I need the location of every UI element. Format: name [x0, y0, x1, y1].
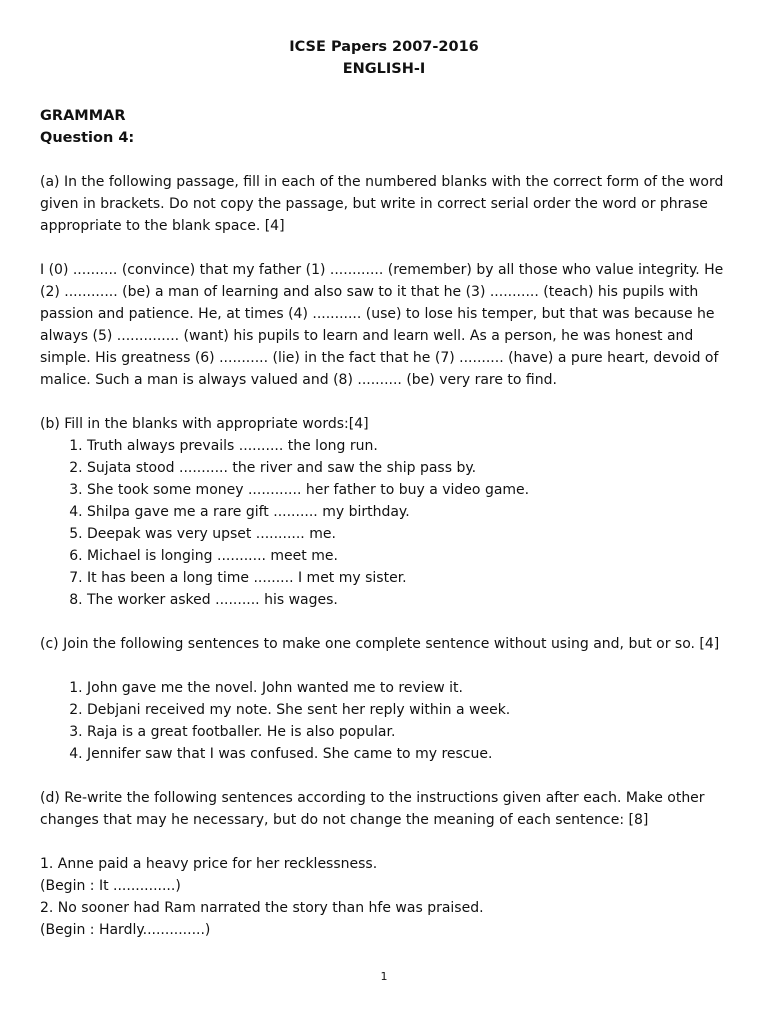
part-d-instruction: (d) Re-write the following sentences according to the instructions given after each. Make other changes that may he necessary, but do not change the meaning of each sentence: [8] — [40, 790, 705, 828]
list-item: 2. Debjani received my note. She sent her reply within a week. — [87, 699, 728, 721]
part-a-instruction: (a) In the following passage, fill in each of the numbered blanks with the correct form of the word given in brackets. Do not copy the passage, but write in correct serial order the word or phrase appropriate to the blank space. [4] — [40, 174, 724, 234]
list-item: 8. The worker asked .......... his wages. — [87, 589, 728, 611]
part-b-instruction: (b) Fill in the blanks with appropriate words:[4] — [40, 416, 369, 432]
question-heading: Question 4: — [40, 130, 135, 146]
part-d-line: 1. Anne paid a heavy price for her recklessness. — [40, 856, 378, 872]
part-d-line: 2. No sooner had Ram narrated the story than hfe was praised. — [40, 900, 484, 916]
list-item: 4. Shilpa gave me a rare gift .......... my birthday. — [87, 501, 728, 523]
part-a-passage: I (0) .......... (convince) that my father (1) ............ (remember) by all those who value integrity. He (2) ............ (be) a man of learning and also saw to it that he (3) ........... (teach) his pupils with passion and patience. He, at times (4) ........... (use) to lose his temper, but that was because he always (5) .............. (want) his pupils to learn and learn well. As a person, he was honest and simple. His greatness (6) ........... (lie) in the fact that he (7) .......... (have) a pure heart, devoid of malice. Such a man is always valued and (8) .......... (be) very rare to find. — [40, 262, 724, 388]
list-item: 5. Deepak was very upset ........... me. — [87, 523, 728, 545]
part-d-line: (Begin : Hardly..............) — [40, 922, 211, 938]
list-item: 3. She took some money ............ her father to buy a video game. — [87, 479, 728, 501]
part-b-list — [40, 435, 728, 611]
list-item: 4. Jennifer saw that I was confused. She came to my rescue. — [87, 743, 728, 765]
list-item: 3. Raja is a great footballer. He is also popular. — [87, 721, 728, 743]
part-c-list — [40, 677, 728, 765]
section-heading-grammar: GRAMMAR — [40, 108, 126, 124]
document-subtitle: ENGLISH-I — [342, 61, 426, 77]
list-item: 2. Sujata stood ........... the river and saw the ship pass by. — [87, 457, 728, 479]
part-d-items — [40, 853, 728, 941]
part-d-line: (Begin : It ..............) — [40, 878, 181, 894]
list-item: 6. Michael is longing ........... meet me. — [87, 545, 728, 567]
document-title: ICSE Papers 2007-2016 — [289, 39, 479, 55]
list-item: 7. It has been a long time ......... I met my sister. — [87, 567, 728, 589]
list-item: 1. Truth always prevails .......... the long run. — [87, 435, 728, 457]
page-number: 1 — [380, 970, 388, 983]
list-item: 1. John gave me the novel. John wanted me to review it. — [87, 677, 728, 699]
part-c-instruction: (c) Join the following sentences to make one complete sentence without using and, but or so. [4] — [40, 636, 720, 652]
